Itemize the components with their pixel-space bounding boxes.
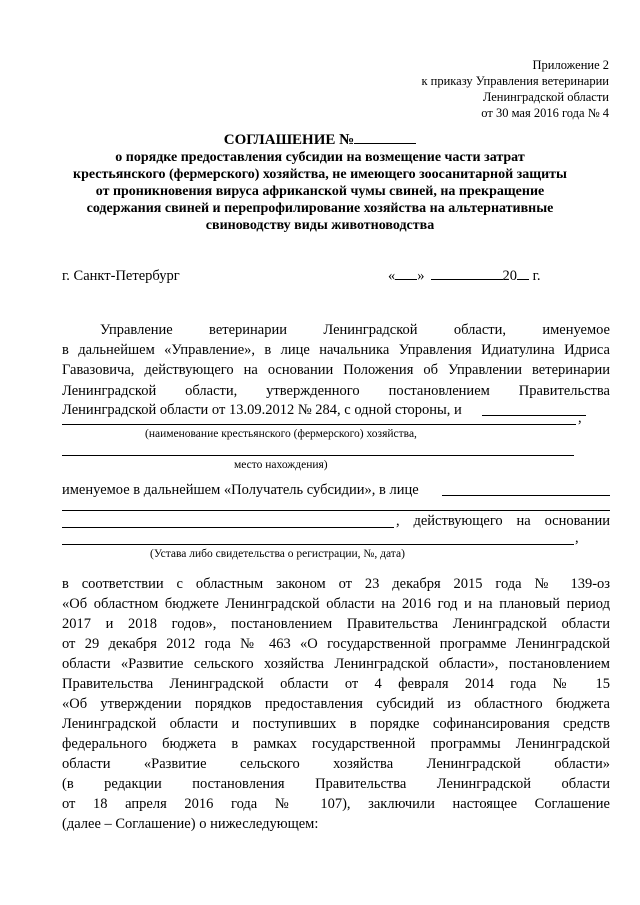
farm-location-field — [62, 455, 574, 456]
intro-line: Управление ветеринарии Ленинградской области, именуемое — [100, 322, 610, 338]
body-line: «Об областном бюджете Ленинградской области на 2016 год и на плановый период — [62, 596, 610, 612]
title-line: о порядке предоставления субсидии на возмещение части затрат — [115, 150, 525, 165]
farm-name-field — [62, 424, 576, 425]
year-blank — [517, 267, 529, 280]
acting-text: , действующего на основании — [396, 513, 610, 529]
intro-line: Ленинградской области от 13.09.2012 № 284, с одной стороны, и — [62, 402, 462, 418]
body-line: области «Развитие сельского хозяйства Ленинградской области», постановлением — [62, 656, 610, 672]
body-line: от 18 апреля 2016 года № 107), заключили настоящее Соглашение — [62, 796, 610, 812]
farm-location-caption: место нахождения) — [234, 459, 328, 471]
comma: , — [578, 410, 582, 426]
body-line: от 29 декабря 2012 года № 463 «О государственной программе Ленинградской — [62, 636, 610, 652]
intro-line: в дальнейшем «Управление», в лице начальника Управления Идиатулина Идриса — [62, 342, 610, 358]
body-line: (далее – Соглашение) о нижеследующем: — [62, 816, 319, 832]
annex-line: Ленинградской области — [482, 90, 609, 104]
intro-line: Гавазовича, действующего на основании Положения об Управлении ветеринарии — [62, 362, 610, 378]
charter-caption: (Устава либо свидетельства о регистрации, №, дата) — [150, 548, 405, 560]
day-blank — [395, 267, 417, 280]
annex-header — [421, 57, 609, 121]
date-line: « » 20 г. — [388, 268, 541, 284]
title-line: крестьянского (фермерского) хозяйства, не имеющего зоосанитарной защиты — [73, 167, 567, 182]
city: г. Санкт-Петербург — [62, 268, 180, 284]
body-line: области «Развитие сельского хозяйства Ленинградской области» — [62, 756, 610, 772]
recipient-person-blank — [442, 495, 610, 496]
body-line: федерального бюджета в рамках государственной программы Ленинградской — [62, 736, 610, 752]
title-heading-text: СОГЛАШЕНИЕ № — [223, 132, 355, 148]
charter-field — [62, 544, 574, 545]
title-line: содержания свиней и перепрофилирование хозяйства на альтернативные — [86, 201, 554, 216]
body-line: в соответствии с областным законом от 23 декабря 2015 года № 139-оз — [62, 576, 610, 592]
body-line: «Об утверждении порядков предоставления субсидий из областного бюджета — [62, 696, 610, 712]
agreement-title — [40, 131, 600, 234]
title-line: свиноводству виды животноводства — [205, 218, 435, 233]
body-line: (в редакции постановления Правительства Ленинградской области — [62, 776, 610, 792]
recipient-person-field-2 — [62, 527, 394, 528]
comma: , — [575, 530, 579, 546]
annex-line: от 30 мая 2016 года № 4 — [481, 106, 609, 120]
body-line: Правительства Ленинградской области от 4 февраля 2014 года № 15 — [62, 676, 610, 692]
body-line: Ленинградской области и поступивших в порядке софинансирования средств — [62, 716, 610, 732]
agreement-number-blank — [354, 131, 416, 144]
body-line: 2017 и 2018 годов», постановлением Правительства Ленинградской области — [62, 616, 610, 632]
title-heading — [40, 131, 600, 149]
month-blank — [431, 267, 503, 280]
recipient-text: именуемое в дальнейшем «Получатель субсидии», в лице — [62, 482, 419, 498]
title-line: от проникновения вируса африканской чумы свиней, на прекращение — [95, 184, 545, 199]
intro-line: Ленинградской области, утвержденного постановлением Правительства — [62, 383, 610, 399]
party-name-blank — [482, 415, 586, 416]
annex-line: Приложение 2 — [532, 58, 609, 72]
farm-name-caption: (наименование крестьянского (фермерского) хозяйства, — [145, 428, 417, 440]
annex-line: к приказу Управления ветеринарии — [421, 74, 609, 88]
